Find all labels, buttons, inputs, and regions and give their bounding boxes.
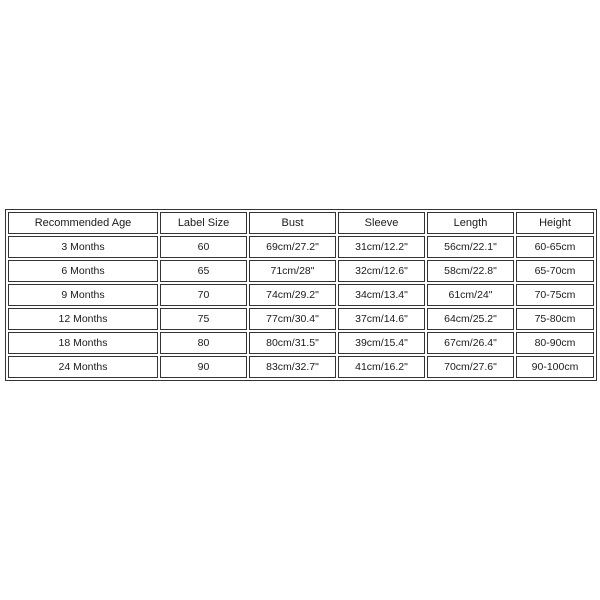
header-height: Height bbox=[516, 212, 594, 234]
cell-height: 70-75cm bbox=[516, 284, 594, 306]
cell-sleeve: 37cm/14.6" bbox=[338, 308, 425, 330]
table-row bbox=[8, 284, 594, 306]
size-chart-table bbox=[5, 209, 597, 381]
cell-length: 67cm/26.4" bbox=[427, 332, 514, 354]
header-length: Length bbox=[427, 212, 514, 234]
cell-length: 58cm/22.8" bbox=[427, 260, 514, 282]
cell-height: 65-70cm bbox=[516, 260, 594, 282]
table-row bbox=[8, 308, 594, 330]
cell-bust: 80cm/31.5" bbox=[249, 332, 336, 354]
header-recommended-age: Recommended Age bbox=[8, 212, 158, 234]
cell-label-size: 75 bbox=[160, 308, 247, 330]
cell-length: 61cm/24" bbox=[427, 284, 514, 306]
cell-age: 12 Months bbox=[8, 308, 158, 330]
header-bust: Bust bbox=[249, 212, 336, 234]
cell-age: 6 Months bbox=[8, 260, 158, 282]
cell-bust: 69cm/27.2" bbox=[249, 236, 336, 258]
cell-bust: 77cm/30.4" bbox=[249, 308, 336, 330]
cell-sleeve: 31cm/12.2" bbox=[338, 236, 425, 258]
cell-bust: 71cm/28" bbox=[249, 260, 336, 282]
cell-height: 60-65cm bbox=[516, 236, 594, 258]
cell-label-size: 80 bbox=[160, 332, 247, 354]
cell-length: 56cm/22.1" bbox=[427, 236, 514, 258]
table-row bbox=[8, 356, 594, 378]
header-sleeve: Sleeve bbox=[338, 212, 425, 234]
cell-age: 18 Months bbox=[8, 332, 158, 354]
cell-length: 64cm/25.2" bbox=[427, 308, 514, 330]
header-row bbox=[8, 212, 594, 234]
cell-age: 3 Months bbox=[8, 236, 158, 258]
cell-sleeve: 41cm/16.2" bbox=[338, 356, 425, 378]
cell-sleeve: 39cm/15.4" bbox=[338, 332, 425, 354]
cell-age: 24 Months bbox=[8, 356, 158, 378]
table-row bbox=[8, 236, 594, 258]
cell-age: 9 Months bbox=[8, 284, 158, 306]
cell-label-size: 70 bbox=[160, 284, 247, 306]
table-row bbox=[8, 332, 594, 354]
cell-height: 75-80cm bbox=[516, 308, 594, 330]
cell-sleeve: 32cm/12.6" bbox=[338, 260, 425, 282]
cell-length: 70cm/27.6" bbox=[427, 356, 514, 378]
cell-label-size: 90 bbox=[160, 356, 247, 378]
cell-bust: 83cm/32.7" bbox=[249, 356, 336, 378]
header-label-size: Label Size bbox=[160, 212, 247, 234]
cell-label-size: 60 bbox=[160, 236, 247, 258]
table-row bbox=[8, 260, 594, 282]
cell-height: 90-100cm bbox=[516, 356, 594, 378]
cell-height: 80-90cm bbox=[516, 332, 594, 354]
cell-bust: 74cm/29.2" bbox=[249, 284, 336, 306]
cell-sleeve: 34cm/13.4" bbox=[338, 284, 425, 306]
cell-label-size: 65 bbox=[160, 260, 247, 282]
